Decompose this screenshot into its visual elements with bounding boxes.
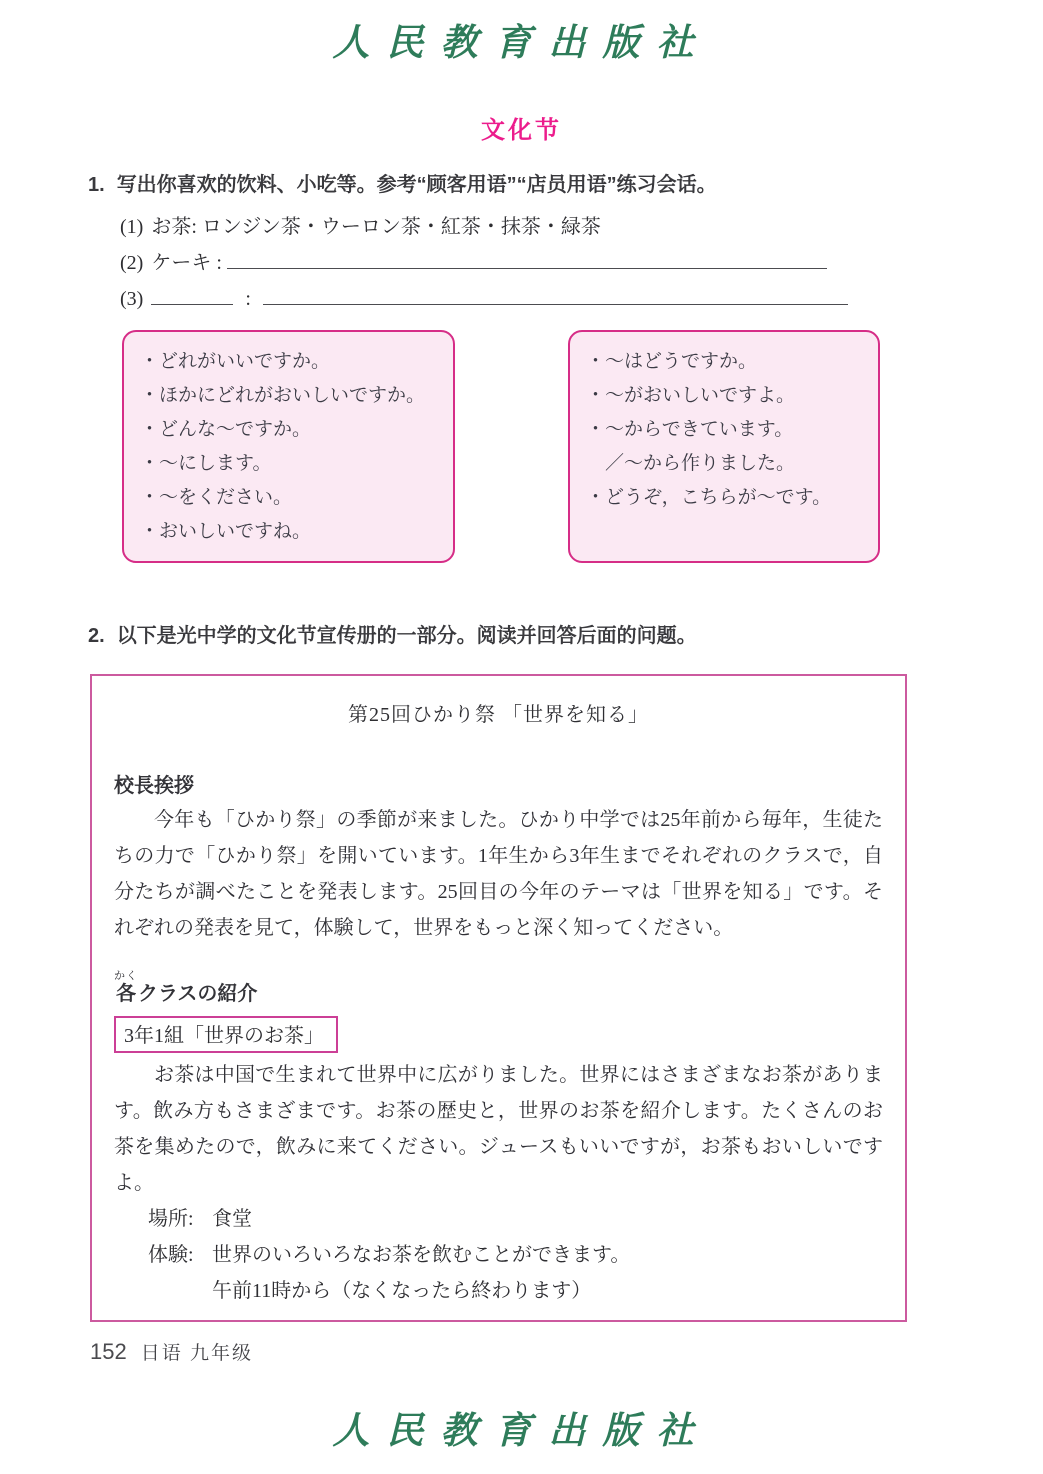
- item2-label: (2): [120, 252, 144, 274]
- item3-label: (3): [120, 288, 144, 310]
- detail-row-experience: [148, 1237, 883, 1273]
- exercise1-item-1: [120, 209, 1043, 245]
- item2-answer-blank: [227, 245, 827, 269]
- place-label: 場所:: [148, 1208, 194, 1230]
- ruby-base-char: 各: [116, 983, 136, 1005]
- item3-answer-blank: [263, 281, 848, 305]
- clerk-phrase: ・どうぞ，こちらが～です。: [586, 487, 832, 508]
- publisher-logo-bottom: [0, 1400, 1043, 1454]
- exercise1-items: [120, 209, 1043, 317]
- customer-phrase: ・どんな～ですか。: [140, 419, 312, 440]
- phrase-boxes-row: [122, 330, 1043, 563]
- item2-category: ケーキ :: [151, 252, 222, 274]
- clerk-phrase: ・～がおいしいですよ。: [586, 385, 796, 406]
- customer-phrase: ・～にします。: [140, 453, 272, 474]
- place-value: 食堂: [212, 1208, 252, 1230]
- item1-category: お茶:: [151, 216, 197, 238]
- customer-phrase: ・～をください。: [140, 487, 293, 508]
- item3-colon: :: [245, 288, 251, 310]
- class-description-text: お茶は中国で生まれて世界中に広がりました。世界にはさまざまなお茶があります。飲み方もさまざまです。お茶の歴史と，世界のお茶を紹介します。たくさんのお茶を集めたので，飲みに来てください。ジュースもいいですが，お茶もおいしいですよ。: [114, 1064, 883, 1194]
- principal-greeting-heading: 校長挨拶: [114, 775, 194, 797]
- clerk-phrase: ・～からできています。: [586, 419, 794, 440]
- customer-phrases-box: [122, 330, 455, 563]
- exercise1-number: 1.: [88, 174, 105, 196]
- page-number: 152: [90, 1339, 127, 1364]
- exercise2-number: 2.: [88, 625, 105, 647]
- customer-phrase: ・どれがいいですか。: [140, 351, 331, 372]
- class-intro-heading: [114, 970, 883, 1006]
- clerk-phrases-box: [568, 330, 880, 563]
- publisher-logo-text: 人民教育出版社: [332, 1408, 711, 1452]
- item3-category-blank: [151, 281, 233, 305]
- ruby-annotated-char: [114, 970, 138, 1006]
- exercise2-prompt: 以下是光中学的文化节宣传册的一部分。阅读并回答后面的问题。: [116, 625, 697, 647]
- page-title: 文化节: [481, 117, 562, 144]
- experience-value: 世界のいろいろなお茶を飲むことができます。: [212, 1244, 631, 1266]
- exercise1-item-2: [120, 245, 1043, 281]
- item1-label: (1): [120, 216, 144, 238]
- customer-phrase: ・おいしいですね。: [140, 521, 312, 542]
- exercise1-heading: [88, 168, 1043, 197]
- class-name-box: 3年1組「世界のお茶」: [114, 1016, 338, 1053]
- clerk-phrase: ／～から作りました。: [586, 453, 796, 474]
- furigana-text: かく: [114, 970, 138, 982]
- class-intro-heading-rest: クラスの紹介: [138, 983, 258, 1005]
- brochure-box: [90, 674, 907, 1322]
- publisher-logo-top: [0, 0, 1043, 66]
- experience-label: 体験:: [148, 1244, 194, 1266]
- time-value: 午前11時から（なくなったら終わります）: [212, 1280, 592, 1302]
- publisher-logo-text: 人民教育出版社: [332, 20, 711, 64]
- item1-value: ロンジン茶・ウーロン茶・紅茶・抹茶・緑茶: [201, 216, 601, 238]
- exercise1-prompt: 写出你喜欢的饮料、小吃等。参考“顾客用语”“店员用语”练习会话。: [116, 174, 717, 196]
- brochure-title: 第25回ひかり祭 「世界を知る」: [348, 704, 649, 726]
- book-title: 日语 九年级: [140, 1343, 253, 1364]
- time-label-spacer: [148, 1273, 212, 1309]
- clerk-phrase: ・～はどうですか。: [586, 351, 758, 372]
- principal-greeting-text: 今年も「ひかり祭」の季節が来ました。ひかり中学では25年前から毎年，生徒たちの力で「ひかり祭」を開いています。1年生から3年生までそれぞれのクラスで，自分たちが調べたことを発表します。25回目の今年のテーマは「世界を知る」です。それぞれの発表を見て，体験して，世界をもっと深く知ってください。: [114, 809, 883, 939]
- detail-row-time: [148, 1273, 883, 1309]
- exercise1-item-3: [120, 281, 1043, 317]
- exercise2-heading: [88, 619, 1043, 648]
- detail-row-place: [148, 1201, 883, 1237]
- page-footer: [90, 1338, 253, 1365]
- customer-phrase: ・ほかにどれがおいしいですか。: [140, 385, 426, 406]
